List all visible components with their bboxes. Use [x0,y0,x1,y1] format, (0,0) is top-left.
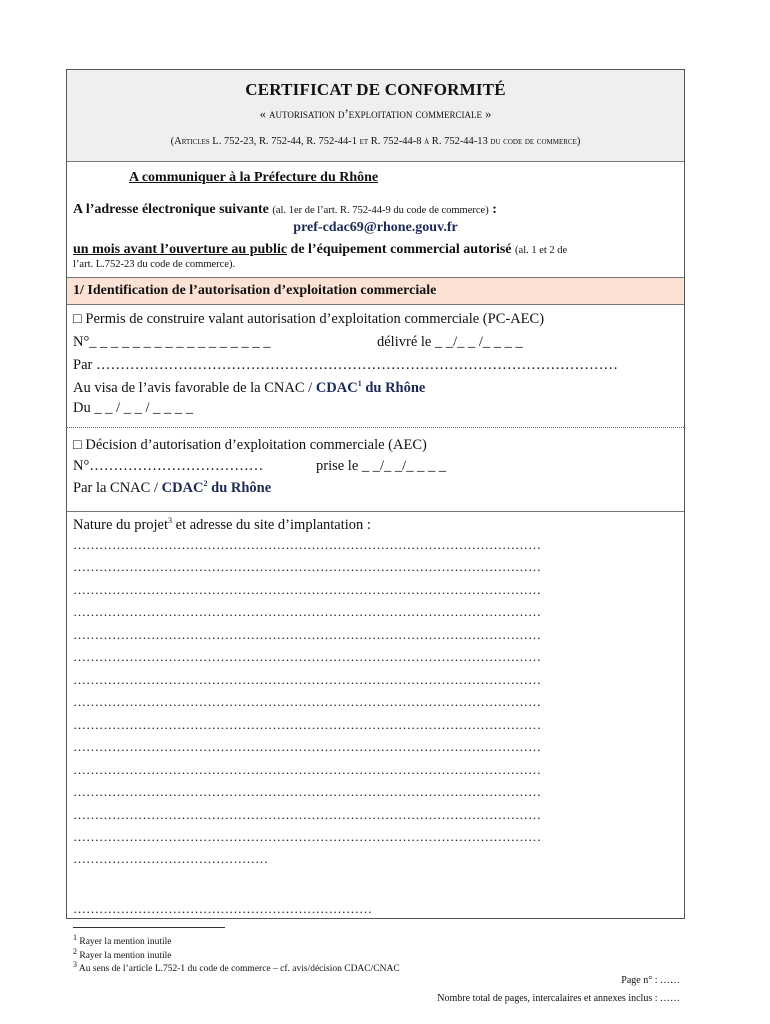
footnote-rule [73,927,225,928]
section-1-title: 1/ Identification de l’autorisation d’exploitation commerciale [73,283,437,298]
aec-by-suffix: du Rhône [211,479,272,496]
visa-cdac: CDAC [315,379,358,396]
nature-label [73,516,371,534]
footnote-number: 1 [73,933,77,942]
nature-dotted-line[interactable]: ……………………………………………………………………………………………… [73,627,541,642]
address-colon: : [492,202,497,217]
footnote-text: Au sens de l’article L.752-1 du code de commerce – cf. avis/décision CDAC/CNAC [78,964,400,975]
nature-dotted-line[interactable]: ……………………………………………………………………………………………… [73,739,541,754]
nature-dotted-line[interactable]: ……………………………………………………………………………………………… [73,717,541,732]
nature-dotted-line[interactable]: ……………………………………… [73,851,268,866]
nature-dotted-line[interactable]: …………………………………………………………… [73,901,372,916]
address-label: A l’adresse électronique suivante [73,202,269,217]
footnote-ref-3: 3 [168,516,173,525]
checkbox-icon[interactable]: □ [73,437,82,453]
nature-dotted-line[interactable]: ……………………………………………………………………………………………… [73,694,541,709]
nature-dotted-line[interactable]: ……………………………………………………………………………………………… [73,649,541,664]
separator [67,427,684,428]
delay-rest: de l’équipement commercial autorisé [290,242,512,257]
legal-articles: (Articles L. 752-23, R. 752-44, R. 752-44-1 et R. 752-44-8 à R. 752-44-13 du code de commerce) [170,136,581,147]
total-pages: Nombre total de pages, intercalaires et annexes inclus : …… [437,993,680,1004]
pc-aec-by-field[interactable]: Par ……………………………………………………………………………………………… [73,357,618,373]
pc-aec-visa-line [73,379,425,397]
nature-dotted-line[interactable]: ……………………………………………………………………………………………… [73,762,541,777]
aec-date-field[interactable]: prise le _ _/_ _/_ _ _ _ [316,458,447,474]
delay-line [73,242,567,258]
nature-dotted-line[interactable]: ……………………………………………………………………………………………… [73,604,541,619]
visa-prefix: Au visa de l’avis favorable de la CNAC / [73,379,313,396]
aec-label: Décision d’autorisation d’exploitation commerciale (AEC) [85,437,427,453]
pc-aec-delivered-field[interactable]: délivré le _ _/_ _ /_ _ _ _ [377,334,523,350]
checkbox-icon[interactable]: □ [73,311,82,327]
footnote-text: Rayer la mention inutile [79,937,172,948]
address-ref: (al. 1er de l’art. R. 752-44-9 du code de commerce) [272,205,489,216]
delay-ref: (al. 1 et 2 de [515,245,568,256]
nature-dotted-line[interactable]: ……………………………………………………………………………………………… [73,537,541,552]
subtitle: « autorisation d’exploitation commerciale » [259,107,492,121]
delay-ref-continued: l’art. L.752-23 du code de commerce). [73,259,236,270]
nature-dotted-line[interactable]: ……………………………………………………………………………………………… [73,807,541,822]
address-line [73,202,497,218]
aec-number-field[interactable]: N°……………………………… [73,458,264,474]
footnote-1 [73,933,171,947]
footnote-3 [73,960,400,974]
certificate-form [66,69,685,919]
footnote-ref-1: 1 [357,379,362,388]
nature-dotted-line[interactable]: ……………………………………………………………………………………………… [73,784,541,799]
footnote-text: Rayer la mention inutile [79,951,172,962]
communicate-heading: A communiquer à la Préfecture du Rhône [129,170,379,185]
footnote-ref-2: 2 [203,479,208,488]
email-link[interactable]: pref-cdac69@rhone.gouv.fr [293,220,458,235]
header [67,70,684,162]
nature-dotted-line[interactable]: ……………………………………………………………………………………………… [73,829,541,844]
pc-aec-option[interactable] [73,311,544,328]
section-1-header [67,277,684,305]
aec-by-line [73,479,271,497]
nature-suffix: et adresse du site d’implantation : [175,516,371,533]
nature-dotted-line[interactable]: ……………………………………………………………………………………………… [73,559,541,574]
footnote-number: 2 [73,947,77,956]
footnote-number: 3 [73,960,77,969]
page-title: CERTIFICAT DE CONFORMITÉ [245,80,506,99]
aec-cdac: CDAC [161,479,204,496]
pc-aec-number-field[interactable]: N°_ _ _ _ _ _ _ _ _ _ _ _ _ _ _ _ _ [73,334,271,350]
nature-prefix: Nature du projet [73,516,169,533]
page-number: Page n° : …… [621,975,680,986]
nature-dotted-line[interactable]: ……………………………………………………………………………………………… [73,672,541,687]
aec-option[interactable] [73,437,427,454]
separator [67,511,684,512]
nature-dotted-line[interactable]: ……………………………………………………………………………………………… [73,582,541,597]
delay-underlined: un mois avant l’ouverture au public [73,242,288,257]
visa-suffix: du Rhône [365,379,426,396]
pc-aec-label: Permis de construire valant autorisation d’exploitation commerciale (PC-AEC) [85,311,545,327]
aec-by-prefix: Par la CNAC / [73,479,158,496]
pc-aec-date-field[interactable]: Du _ _ / _ _ / _ _ _ _ [73,400,194,416]
